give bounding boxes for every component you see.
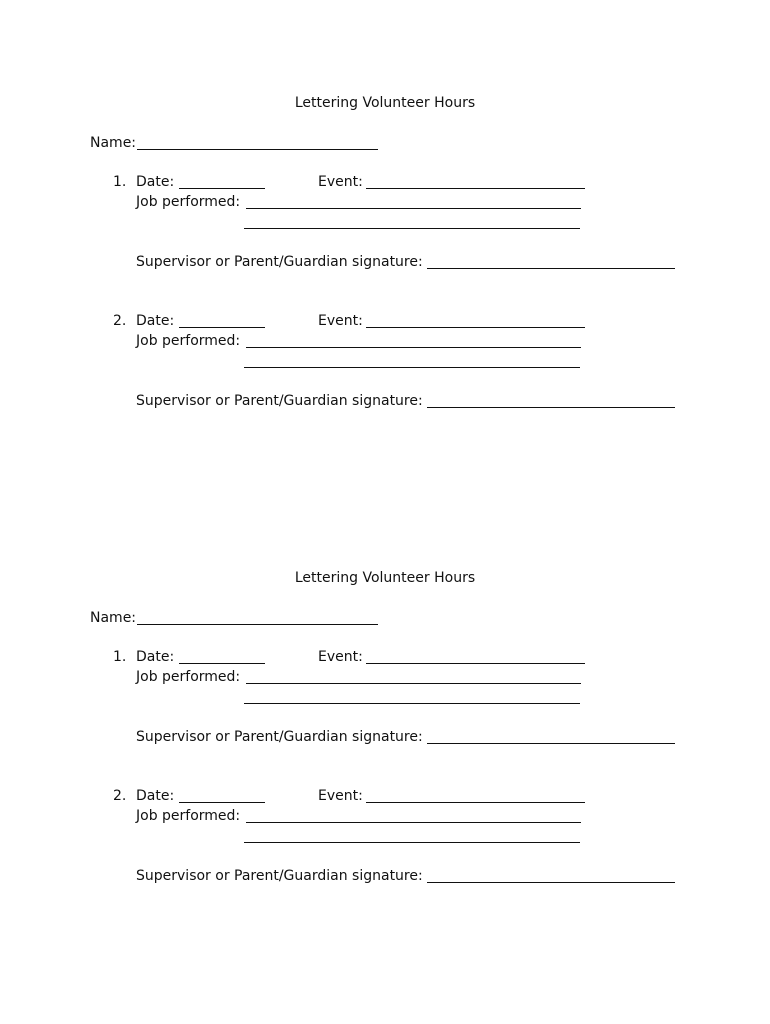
job-performed-field-line-2[interactable] bbox=[244, 842, 580, 843]
job-performed-label: Job performed: bbox=[136, 669, 241, 685]
event-field[interactable] bbox=[366, 802, 585, 803]
volunteer-hours-form-1 bbox=[0, 0, 770, 470]
event-label: Event: bbox=[318, 649, 363, 665]
signature-field[interactable] bbox=[427, 882, 675, 883]
entry-number: 1. bbox=[113, 174, 127, 190]
signature-label: Supervisor or Parent/Guardian signature: bbox=[136, 729, 423, 745]
job-performed-field-line-2[interactable] bbox=[244, 367, 580, 368]
name-field[interactable] bbox=[137, 149, 378, 150]
name-label: Name: bbox=[90, 610, 137, 626]
job-performed-field-line-2[interactable] bbox=[244, 228, 580, 229]
date-field[interactable] bbox=[179, 802, 265, 803]
date-label: Date: bbox=[136, 313, 175, 329]
event-label: Event: bbox=[318, 313, 363, 329]
signature-field[interactable] bbox=[427, 407, 675, 408]
job-performed-field[interactable] bbox=[246, 208, 581, 209]
job-performed-field[interactable] bbox=[246, 683, 581, 684]
date-label: Date: bbox=[136, 788, 175, 804]
job-performed-label: Job performed: bbox=[136, 194, 241, 210]
job-performed-field-line-2[interactable] bbox=[244, 703, 580, 704]
form-title: Lettering Volunteer Hours bbox=[294, 95, 476, 111]
signature-field[interactable] bbox=[427, 268, 675, 269]
date-field[interactable] bbox=[179, 327, 265, 328]
event-field[interactable] bbox=[366, 663, 585, 664]
signature-label: Supervisor or Parent/Guardian signature: bbox=[136, 868, 423, 884]
job-performed-field[interactable] bbox=[246, 822, 581, 823]
event-field[interactable] bbox=[366, 188, 585, 189]
signature-label: Supervisor or Parent/Guardian signature: bbox=[136, 393, 423, 409]
entry-number: 2. bbox=[113, 788, 127, 804]
event-label: Event: bbox=[318, 788, 363, 804]
date-label: Date: bbox=[136, 649, 175, 665]
entry-number: 1. bbox=[113, 649, 127, 665]
job-performed-label: Job performed: bbox=[136, 808, 241, 824]
event-label: Event: bbox=[318, 174, 363, 190]
job-performed-label: Job performed: bbox=[136, 333, 241, 349]
date-field[interactable] bbox=[179, 663, 265, 664]
job-performed-field[interactable] bbox=[246, 347, 581, 348]
date-field[interactable] bbox=[179, 188, 265, 189]
volunteer-hours-form-2 bbox=[0, 475, 770, 945]
event-field[interactable] bbox=[366, 327, 585, 328]
signature-label: Supervisor or Parent/Guardian signature: bbox=[136, 254, 423, 270]
entry-number: 2. bbox=[113, 313, 127, 329]
name-label: Name: bbox=[90, 135, 137, 151]
signature-field[interactable] bbox=[427, 743, 675, 744]
date-label: Date: bbox=[136, 174, 175, 190]
name-field[interactable] bbox=[137, 624, 378, 625]
form-title: Lettering Volunteer Hours bbox=[294, 570, 476, 586]
